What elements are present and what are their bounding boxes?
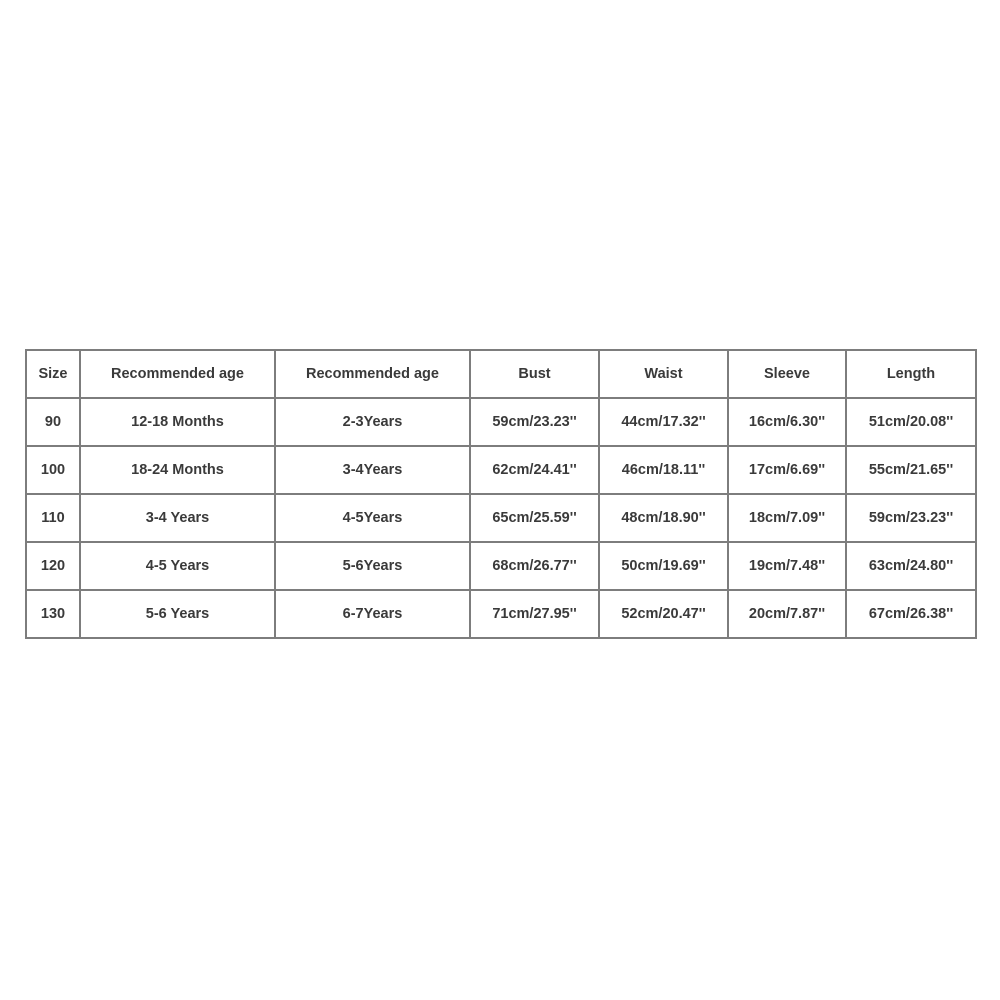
cell-waist: 46cm/18.11'' <box>599 446 728 494</box>
cell-age-months: 5-6 Years <box>80 590 275 638</box>
header-recommended-age-years: Recommended age <box>275 350 470 398</box>
cell-waist: 44cm/17.32'' <box>599 398 728 446</box>
header-sleeve: Sleeve <box>728 350 846 398</box>
cell-size: 90 <box>26 398 80 446</box>
cell-sleeve: 19cm/7.48'' <box>728 542 846 590</box>
cell-age-months: 4-5 Years <box>80 542 275 590</box>
header-size: Size <box>26 350 80 398</box>
cell-length: 59cm/23.23'' <box>846 494 976 542</box>
cell-age-months: 12-18 Months <box>80 398 275 446</box>
table-row <box>26 542 976 590</box>
cell-waist: 48cm/18.90'' <box>599 494 728 542</box>
cell-bust: 65cm/25.59'' <box>470 494 599 542</box>
cell-waist: 50cm/19.69'' <box>599 542 728 590</box>
cell-size: 120 <box>26 542 80 590</box>
cell-length: 67cm/26.38'' <box>846 590 976 638</box>
cell-sleeve: 17cm/6.69'' <box>728 446 846 494</box>
cell-bust: 68cm/26.77'' <box>470 542 599 590</box>
cell-age-years: 3-4Years <box>275 446 470 494</box>
cell-length: 55cm/21.65'' <box>846 446 976 494</box>
table-row <box>26 590 976 638</box>
header-waist: Waist <box>599 350 728 398</box>
header-length: Length <box>846 350 976 398</box>
table-row <box>26 494 976 542</box>
table-row <box>26 446 976 494</box>
cell-age-years: 2-3Years <box>275 398 470 446</box>
header-recommended-age-months: Recommended age <box>80 350 275 398</box>
cell-size: 130 <box>26 590 80 638</box>
cell-bust: 59cm/23.23'' <box>470 398 599 446</box>
cell-length: 51cm/20.08'' <box>846 398 976 446</box>
cell-size: 100 <box>26 446 80 494</box>
cell-age-months: 3-4 Years <box>80 494 275 542</box>
cell-age-months: 18-24 Months <box>80 446 275 494</box>
cell-bust: 71cm/27.95'' <box>470 590 599 638</box>
cell-age-years: 6-7Years <box>275 590 470 638</box>
cell-waist: 52cm/20.47'' <box>599 590 728 638</box>
size-chart-table <box>25 349 977 639</box>
cell-size: 110 <box>26 494 80 542</box>
cell-sleeve: 18cm/7.09'' <box>728 494 846 542</box>
cell-sleeve: 20cm/7.87'' <box>728 590 846 638</box>
header-bust: Bust <box>470 350 599 398</box>
cell-sleeve: 16cm/6.30'' <box>728 398 846 446</box>
table-row <box>26 398 976 446</box>
cell-age-years: 4-5Years <box>275 494 470 542</box>
table-header-row <box>26 350 976 398</box>
cell-length: 63cm/24.80'' <box>846 542 976 590</box>
cell-bust: 62cm/24.41'' <box>470 446 599 494</box>
cell-age-years: 5-6Years <box>275 542 470 590</box>
